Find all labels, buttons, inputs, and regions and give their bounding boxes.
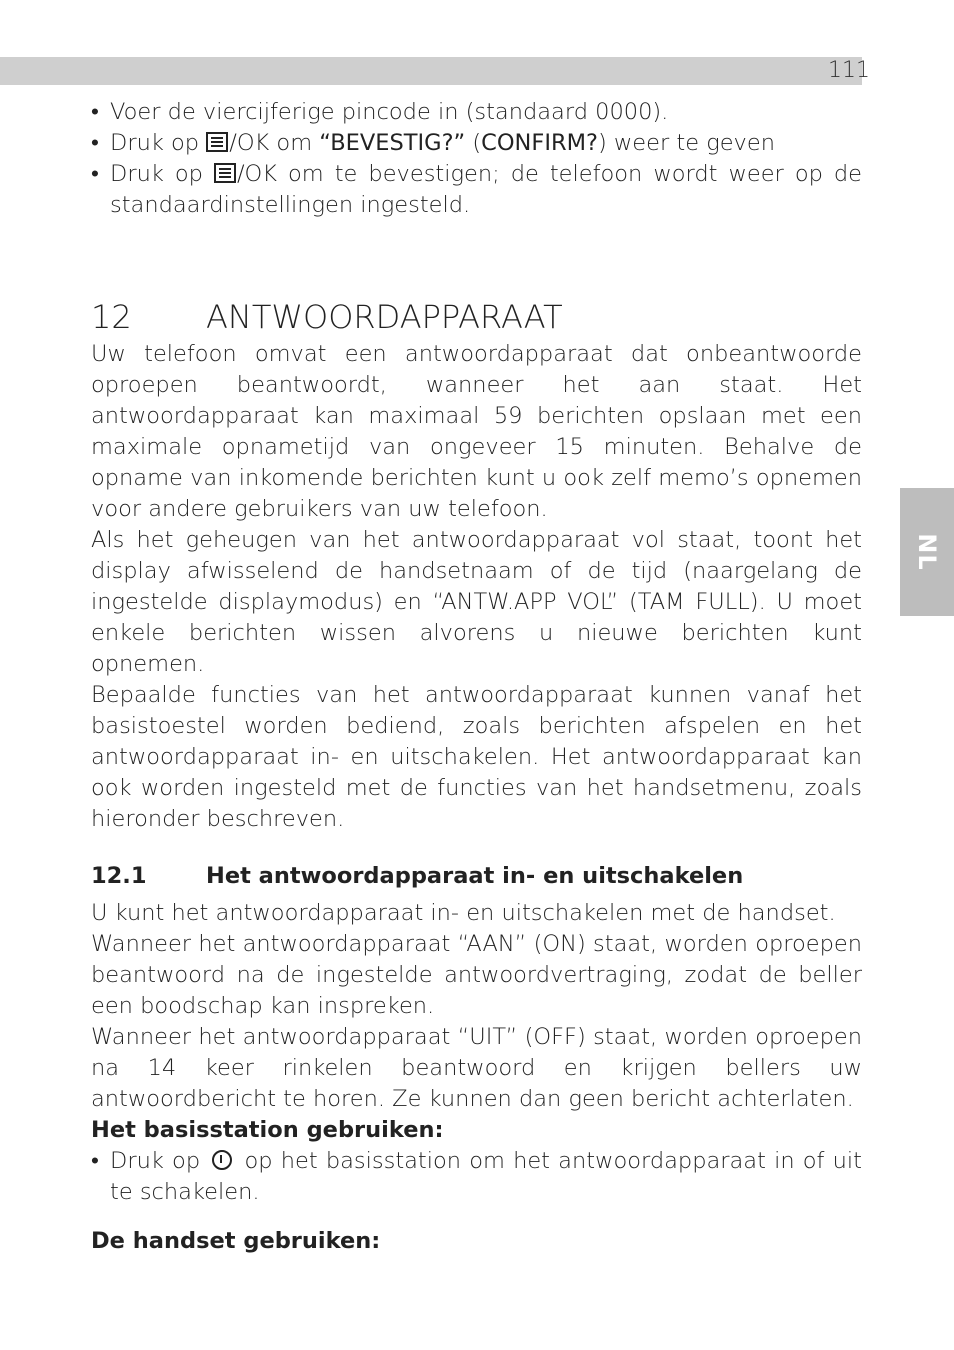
section-paragraph: Als het geheugen van het antwoordapparaat vol staat, toont het display afwisselend de handsetnaam of de tijd (naargelang de ingestelde displaymodus) en “ANTW.APP VOL” (TAM FULL). U moet enkele berichten wissen alvorens u nieuwe berichten kunt opnemen. — [91, 527, 862, 677]
subsection-paragraph: Wanneer het antwoordapparaat “AAN” (ON) staat, worden oproepen beantwoord na de ingestelde antwoordvertraging, zodat de beller een boodschap kan inspreken. — [91, 931, 862, 1019]
section-number: 12 — [91, 298, 132, 336]
header-bar — [0, 57, 862, 85]
bullet-text: Druk op — [110, 1148, 209, 1174]
page-content — [91, 97, 862, 1257]
menu-icon — [206, 132, 228, 152]
intro-bullet: • Druk op /OK om te bevestigen; de telefoon wordt weer op de standaardinstellingen ingesteld. — [91, 161, 863, 218]
confirm-prompt-en: CONFIRM? — [481, 130, 598, 156]
bullet-text: om — [269, 130, 320, 156]
confirm-prompt: “BEVESTIG?” — [319, 130, 466, 156]
page-number: 111 — [828, 58, 870, 83]
bullet-text: ) weer te geven — [597, 130, 775, 156]
section-heading — [91, 299, 862, 335]
power-icon — [212, 1150, 232, 1170]
subsection-heading — [91, 861, 862, 892]
language-tab — [900, 488, 954, 616]
intro-bullet: • Voer de viercijferige pincode in (standaard 0000). — [91, 97, 862, 128]
subsection-number: 12.1 — [91, 863, 147, 889]
ok-key-label: /OK — [236, 161, 278, 187]
subsection-paragraph: U kunt het antwoordapparaat in- en uitschakelen met de handset. — [91, 900, 836, 926]
menu-icon — [214, 163, 236, 183]
bullet-text: om te bevestigen; de telefoon wordt weer op de standaardinstellingen ingesteld. — [110, 161, 863, 218]
bullet-text: Druk op — [110, 130, 200, 156]
section-paragraph: Uw telefoon omvat een antwoordapparaat dat onbeantwoorde oproepen beantwoordt, wanneer het aan staat. Het antwoordapparaat kan maximaal 59 berichten opslaan met een maximale opnametijd van ongeveer 15 minuten. Behalve de opname van inkomende berichten kunt u ook zelf memo’s opnemen voor andere gebruikers van uw telefoon. — [91, 341, 862, 522]
base-heading: Het basisstation gebruiken: — [91, 1117, 444, 1143]
base-bullet: • Druk op op het basisstation om het antwoordapparaat in of uit te schakelen. — [91, 1148, 863, 1205]
bullet-text: ( — [465, 130, 482, 156]
subsection-title: Het antwoordapparaat in- en uitschakelen — [206, 863, 744, 889]
intro-bullet: • Druk op /OK om “BEVESTIG?” (CONFIRM?) weer te geven — [91, 130, 775, 156]
ok-key-label: /OK — [229, 130, 270, 156]
bullet-text: Druk op — [110, 161, 203, 187]
bullet-text: op het basisstation om het antwoordapparaat in of uit te schakelen. — [110, 1148, 863, 1205]
section-title: ANTWOORDAPPARAAT — [206, 298, 563, 336]
subsection-paragraph: Wanneer het antwoordapparaat “UIT” (OFF) staat, worden oproepen na 14 keer rinkelen beantwoord en krijgen bellers uw antwoordbericht te horen. Ze kunnen dan geen bericht achterlaten. — [91, 1024, 862, 1112]
bullet-text: Voer de viercijferige pincode in (standaard 0000). — [110, 99, 669, 125]
handset-heading: De handset gebruiken: — [91, 1228, 381, 1254]
language-tab-label: NL — [913, 533, 941, 571]
section-paragraph: Bepaalde functies van het antwoordapparaat kunnen vanaf het basistoestel worden bediend, zoals berichten afspelen en het antwoordapparaat in- en uitschakelen. Het antwoordapparaat kan ook worden ingesteld met de functies van het handsetmenu, zoals hieronder beschreven. — [91, 682, 862, 832]
